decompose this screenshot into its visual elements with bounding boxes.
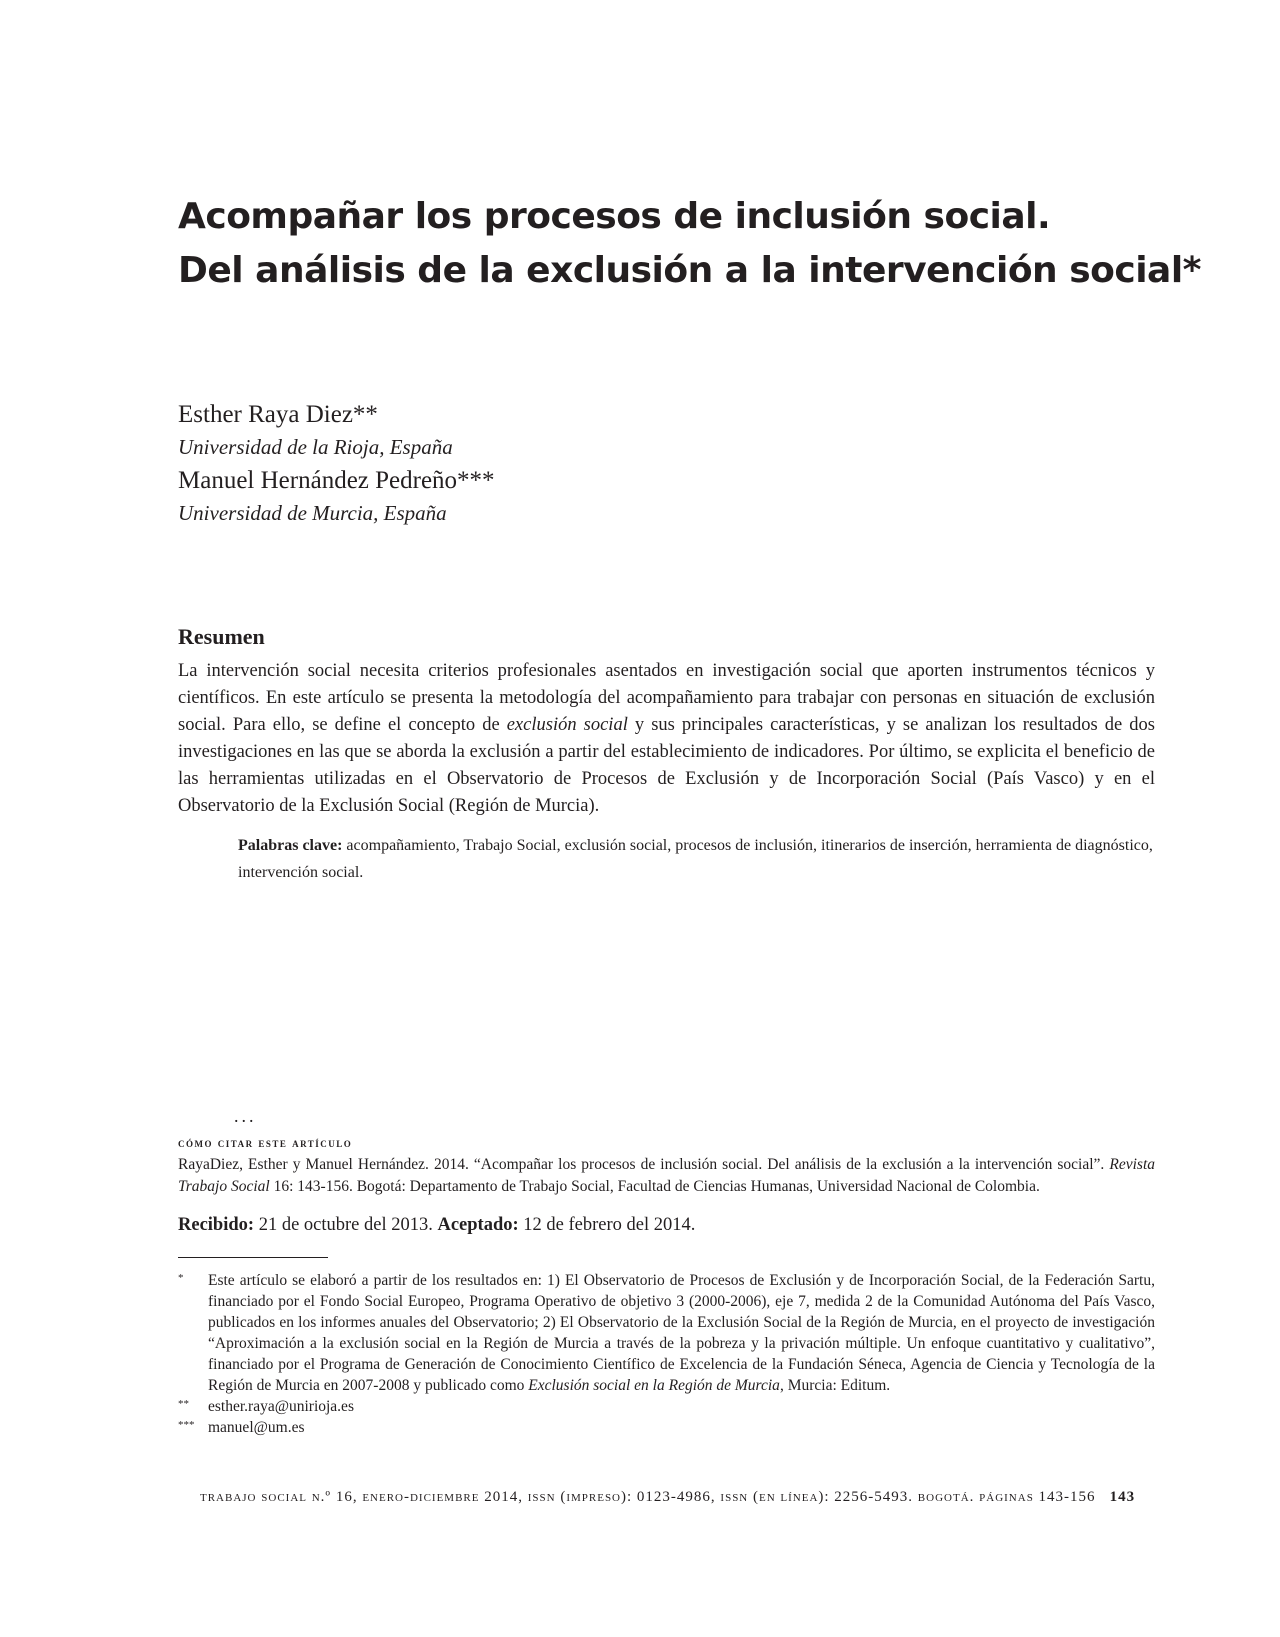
footnote-mark: ** xyxy=(178,1398,189,1410)
abstract-text-emphasis: exclusión social xyxy=(506,715,628,735)
footnote xyxy=(178,1417,1155,1438)
page-footer xyxy=(200,1487,1177,1507)
author-block xyxy=(178,398,1078,530)
footnote-mark: * xyxy=(178,1272,184,1284)
abstract-heading: Resumen xyxy=(178,624,265,649)
abstract-text-part: La intervención social necesita criterios profesionales asentados en investigación social que aporten instrumentos técnicos y científicos. En este artículo se presenta la metodología del acompañamiento para trabajar con personas en situación de exclusión social. Para ello, se define el concepto de xyxy=(178,661,1155,735)
footnote xyxy=(178,1270,1155,1396)
keywords-label: Palabras clave: xyxy=(238,837,343,854)
received-accepted-dates xyxy=(178,1212,695,1238)
footnote-divider xyxy=(178,1257,328,1258)
abstract-text-part: y sus principales características, y se analizan los resultados de dos investigaciones en las que se aborda la exclusión a partir del establecimiento de indicadores. Por último, se explicita el beneficio de las herramientas utilizadas en el Observatorio de Procesos de Exclusión y de Incorporación Social (País Vasco) y en el Observatorio de la Exclusión Social (Región de Murcia). xyxy=(178,715,1155,816)
footnote-text-part: , Murcia: Editum. xyxy=(779,1377,891,1394)
author-name: Manuel Hernández Pedreño*** xyxy=(178,467,495,494)
footnote-email[interactable]: esther.raya@unirioja.es xyxy=(208,1398,354,1415)
author-affiliation: Universidad de Murcia, España xyxy=(178,501,447,525)
title-line-1: Acompañar los procesos de inclusión social. xyxy=(178,196,1051,237)
received-label: Recibido: xyxy=(178,1215,255,1235)
citation-text-part: 16: 143-156. Bogotá: Departamento de Trabajo Social, Facultad de Ciencias Humanas, Universidad Nacional de Colombia. xyxy=(269,1178,1040,1195)
footnote xyxy=(178,1396,1155,1417)
footnote-book-title: Exclusión social en la Región de Murcia xyxy=(528,1377,780,1394)
citation-journal-name: Revista Trabajo Social xyxy=(178,1156,1155,1195)
citation-text-part: RayaDiez, Esther y Manuel Hernández. 2014. “Acompañar los procesos de inclusión social. Del análisis de la exclusión a la intervención social”. xyxy=(178,1156,1110,1173)
received-date: 21 de octubre del 2013. xyxy=(254,1215,438,1235)
footnote-text-part: Este artículo se elaboró a partir de los resultados en: 1) El Observatorio de Procesos de Exclusión y de Incorporación Social, de la Federación Sartu, financiado por el Fondo Social Europeo, Programa Operativo de objetivo 3 (2000-2006), eje 7, medida 2 de la Comunidad Autónoma del País Vasco, publicados en los informes anuales del Observatorio; 2) El Observatorio de la Exclusión Social de la Región de Murcia, en el proyecto de investigación “Aproximación a la exclusión social en la Región de Murcia a través de la pobreza y la privación múltiple. Un enfoque cuantitativo y cualitativo”, financiado por el Programa de Generación de Conocimiento Científico de Excelencia de la Fundación Séneca, Agencia de Ciencia y Tecnología de la Región de Murcia en 2007-2008 y publicado como xyxy=(208,1272,1155,1394)
author-name: Esther Raya Diez** xyxy=(178,401,378,428)
footnote-text xyxy=(208,1270,1155,1396)
citation-heading: cómo citar este artículo xyxy=(178,1135,353,1150)
author-affiliation: Universidad de la Rioja, España xyxy=(178,435,453,459)
keywords xyxy=(238,832,1155,886)
footnote-mark: *** xyxy=(178,1419,195,1431)
abstract-section xyxy=(178,622,1155,820)
footnotes xyxy=(178,1270,1155,1438)
section-separator-dots: ... xyxy=(234,1106,257,1126)
accepted-date: 12 de febrero del 2014. xyxy=(518,1215,696,1235)
page-number: 143 xyxy=(1109,1489,1136,1505)
title-line-2: Del análisis de la exclusión a la intervención social* xyxy=(178,250,1202,291)
keywords-list: acompañamiento, Trabajo Social, exclusión social, procesos de inclusión, itinerarios de inserción, herramienta de diagnóstico, intervención social. xyxy=(238,837,1153,881)
footnote-email[interactable]: manuel@um.es xyxy=(208,1419,305,1436)
accepted-label: Aceptado: xyxy=(437,1215,519,1235)
footer-journal-info: trabajo social n.º 16, enero-diciembre 2014, issn (impreso): 0123-4986, issn (en línea): 2256-5493. bogotá. páginas 143-156 xyxy=(200,1489,1096,1505)
abstract-text xyxy=(178,658,1155,820)
article-title xyxy=(178,190,1202,298)
citation-block xyxy=(178,1134,1155,1198)
citation-text xyxy=(178,1154,1155,1198)
